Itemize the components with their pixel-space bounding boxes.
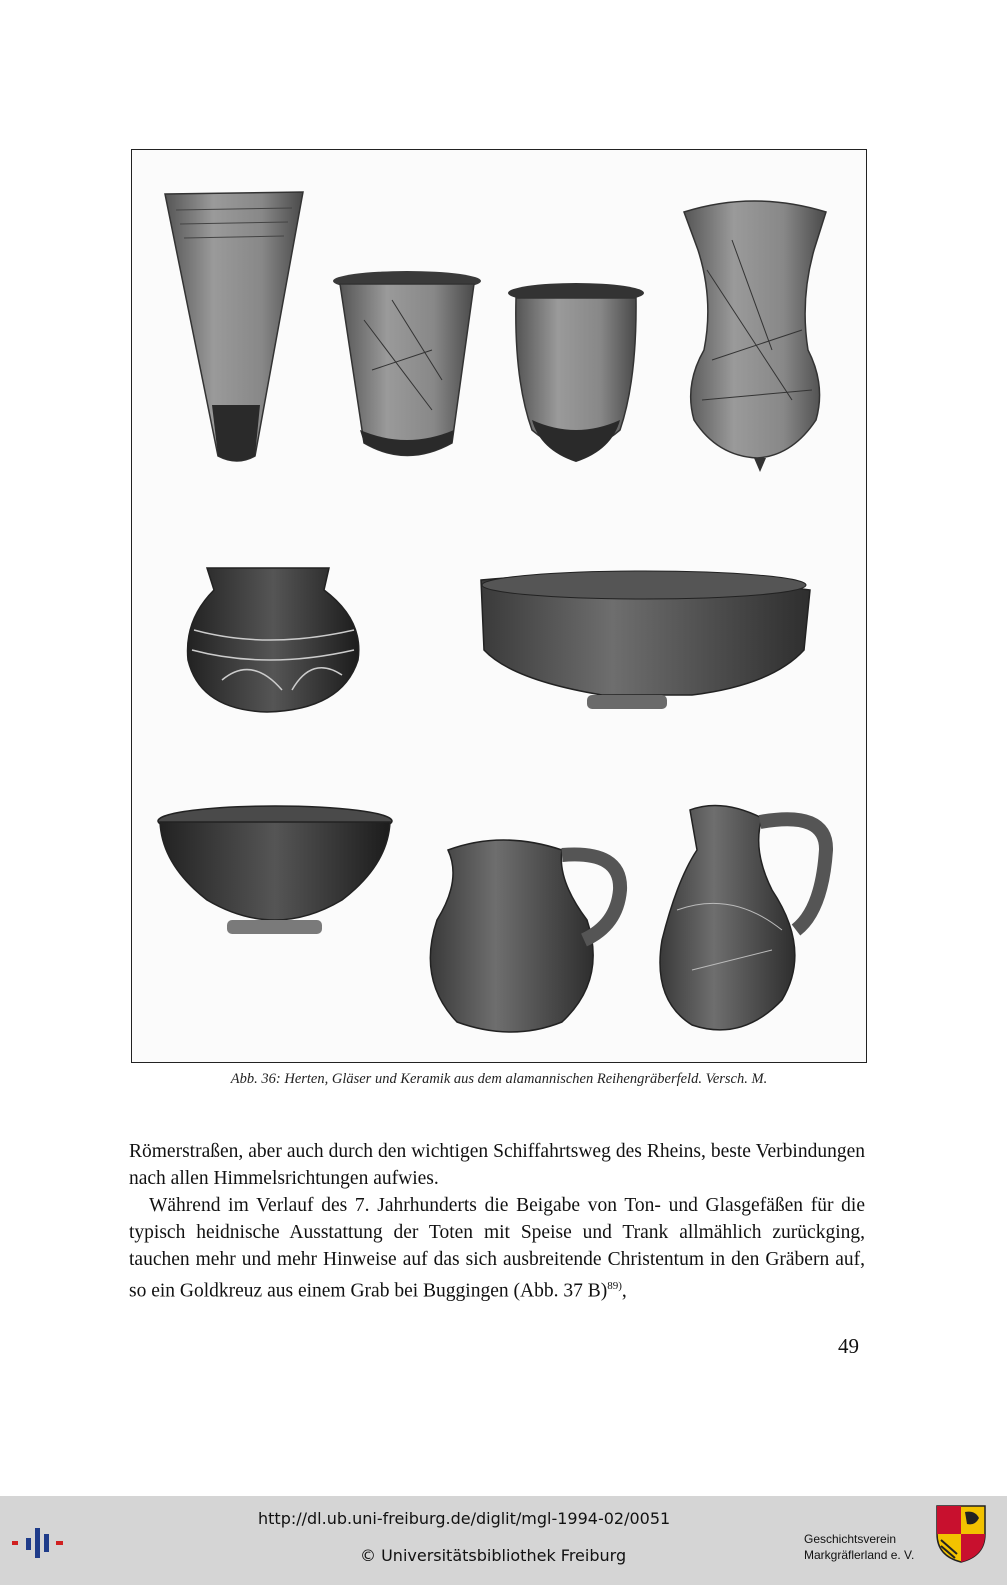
footnote-reference[interactable]: 89) <box>607 1280 622 1292</box>
bell-beaker <box>684 201 826 472</box>
paragraph-text: Während im Verlauf des 7. Jahrhunderts die Beigabe von Ton- und Glasgefäßen für die typisch heidnische Ausstattung der Toten mit Speise und Trank allmählich zurückging, tauchen mehr und mehr Hinweise auf das sich ausbreitende Christentum in den Gräbern auf, so ein Goldkreuz aus einem Grab bei Buggingen (Abb. 37 B) <box>129 1195 865 1302</box>
ub-freiburg-logo-icon[interactable] <box>12 1528 64 1558</box>
jug-2 <box>660 806 826 1030</box>
paragraph <box>129 1192 865 1305</box>
rimmed-beaker-1 <box>333 271 481 456</box>
globular-pot <box>188 568 359 712</box>
copyright-notice: © Universitätsbibliothek Freiburg <box>360 1546 627 1565</box>
photo-plate <box>131 149 867 1063</box>
society-name <box>804 1531 914 1563</box>
society-name-line: Geschichtsverein <box>804 1532 897 1546</box>
trailing-punctuation: , <box>621 1280 627 1302</box>
carinated-bowl <box>158 806 392 934</box>
society-name-line: Markgräflerland e. V. <box>804 1548 915 1562</box>
document-url-link[interactable]: http://dl.ub.uni-freiburg.de/diglit/mgl-1994-02/0051 <box>258 1509 671 1528</box>
footer-bar <box>0 1496 1007 1585</box>
vessel-photo <box>132 150 866 1062</box>
coat-of-arms-icon <box>935 1504 987 1564</box>
figure-caption: Abb. 36: Herten, Gläser und Keramik aus dem alamannischen Reihengräberfeld. Versch. M. <box>230 1071 768 1087</box>
rimmed-beaker-2 <box>508 283 644 462</box>
wide-bowl <box>481 571 810 709</box>
paragraph: Römerstraßen, aber auch durch den wichtigen Schiffahrtsweg des Rheins, beste Verbindungen nach allen Himmelsrichtungen aufwies. <box>129 1141 865 1189</box>
cone-beaker <box>165 192 303 461</box>
jug-1 <box>430 840 620 1032</box>
page-number: 49 <box>838 1334 859 1358</box>
body-text <box>129 1138 865 1305</box>
